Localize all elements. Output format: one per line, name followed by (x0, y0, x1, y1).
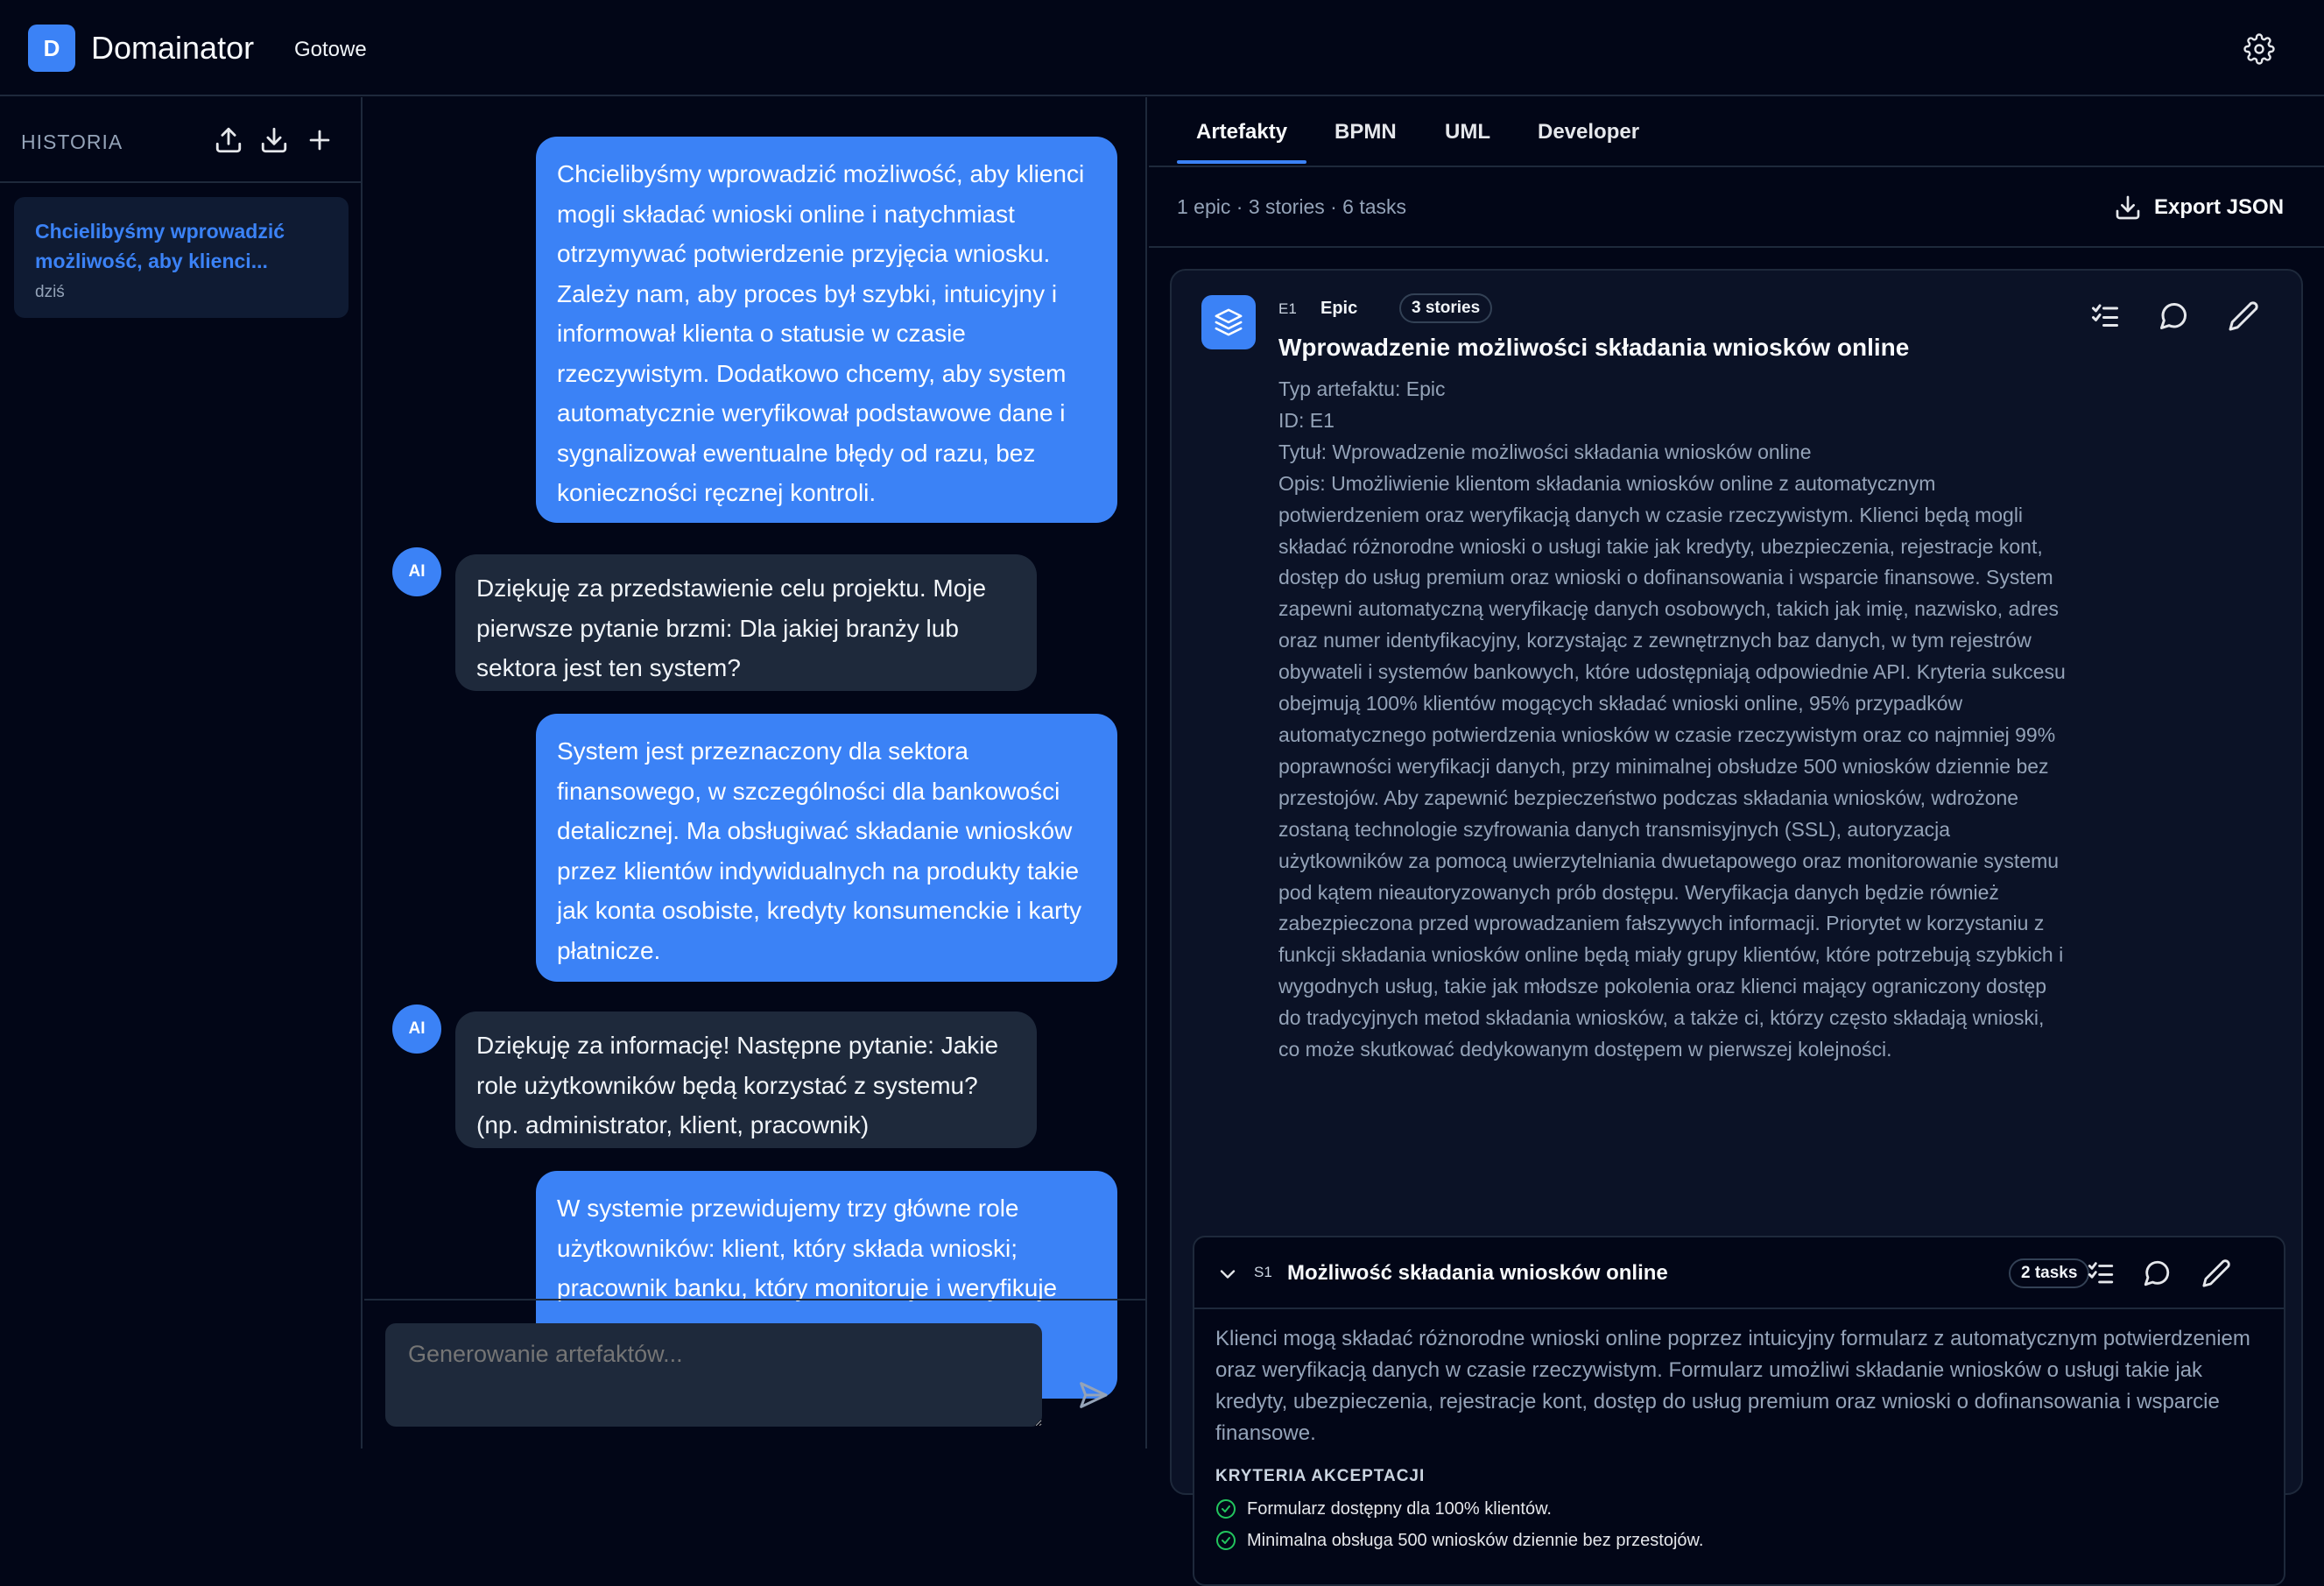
comment-icon[interactable] (2158, 300, 2189, 332)
tab-developer[interactable]: Developer (1538, 120, 1640, 144)
epic-meta-type: Typ artefaktu: Epic (1278, 377, 1446, 400)
download-icon (2114, 194, 2142, 222)
story-card (1193, 1236, 2285, 1586)
ai-message (392, 1001, 1040, 1150)
summary-bar (1149, 167, 2324, 248)
story-description: Klienci mogą składać różnorodne wnioski online poprzez intuicyjny formularz z automatycznym potwierdzeniem oraz weryfikacją danych w czasie rzeczywistym. Formularz umożliwi składanie wniosków o usługi takie jak kredyty, ubezpieczenia, rejestracje kont, dostęp do usług premium oraz wnioski o dofinansowania i wsparcie finansowe. (1215, 1327, 2250, 1445)
history-sidebar (0, 97, 363, 1449)
checklist-icon[interactable] (2089, 300, 2121, 332)
tab-artefakty[interactable]: Artefakty (1196, 120, 1288, 144)
epic-type: Epic (1320, 299, 1358, 318)
history-item-title-line1: Chcielibyśmy wprowadzić (35, 220, 285, 243)
user-message: Chcielibyśmy wprowadzić możliwość, aby klienci mogli składać wnioski online i natychmiast otrzymywać potwierdzenie przyjęcia wniosku. Zależy nam, aby proces był szybki, intuicyjny i informował klienta o statusie w czasie rzeczywistym. Dodatkowo chcemy, aby system automatycznie weryfikował podstawowe dane i sygnalizował ewentualne błędy od razu, bez konieczności ręcznej kontroli. (536, 137, 1117, 523)
export-json-button[interactable] (2114, 190, 2284, 225)
criterion-text: Formularz dostępny dla 100% klientów. (1247, 1498, 1552, 1519)
ai-message (392, 544, 1040, 693)
app-header (0, 0, 2324, 96)
criterion-text: Minimalna obsługa 500 wniosków dziennie bez przestojów. (1247, 1530, 1704, 1550)
sidebar-title: HISTORIA (21, 130, 123, 153)
upload-icon[interactable] (214, 125, 243, 155)
chat-input-area (364, 1299, 1145, 1449)
edit-icon[interactable] (2228, 300, 2259, 332)
chat-input[interactable] (385, 1323, 1042, 1427)
epic-title: Wprowadzenie możliwości składania wniosków online (1278, 334, 1910, 361)
ai-avatar: AI (392, 547, 441, 596)
export-json-label: Export JSON (2154, 195, 2285, 219)
layers-icon (1201, 295, 1256, 349)
check-circle-icon (1215, 1530, 1236, 1551)
user-message: System jest przeznaczony dla sektora finansowego, w szczególności dla bankowości detalicznej. Ma obsługiwać składanie wniosków przez klientów indywidualnych na produkty takie jak konta osobiste, kredyty konsumenckie i karty płatnicze. (536, 714, 1117, 982)
epic-description: Opis: Umożliwienie klientom składania wniosków online z automatycznym potwierdzeniem oraz weryfikacją danych w czasie rzeczywistym. Klienci będą mogli składać różnorodne wnioski o usługi takie jak kredyty, ubezpieczenia, rejestracje kont, dostęp do usług premium oraz wnioski o dofinansowania i wsparcie finansowe. System zapewni automatyczną weryfikację danych osobowych, takich jak imię, nazwisko, adres oraz numer identyfikacyjny, korzystając z zewnętrznych baz danych, w tym rejestrów obywateli i systemów bankowych, które udostępniają odpowiednie API. Kryteria sukcesu obejmują 100% klientów mogących składać wnioski online, 95% przypadków automatycznego potwierdzenia wniosków w czasie rzeczywistym oraz co najmniej 99% poprawności weryfikacji danych, przy minimalnej obsłudze 500 wniosków dziennie bez przestojów. Aby zapewnić bezpieczeństwo podczas składania wniosków, wdrożone zostaną technologie szyfrowania danych transmisyjnych (SSL), autoryzacja użytkowników za pomocą uwierzytelniania dwuetapowego oraz monitorowanie systemu pod kątem nieautoryzowanych prób dostępu. Weryfikacja danych będzie również zabezpieczona przed wprowadzaniem fałszywych informacji. Priorytet w korzystaniu z funkcji składania wniosków online będą miały grupy klientów, które potrzebują szybkich i wygodnych usług, takie jak młodsze pokolenia oraz klienci mający ograniczony dostęp do tradycyjnych metod składania wniosków, a także ci, którzy często składają wnioski, co może skutkować dedykowanym dostępem w pierwszej kolejności. (1278, 471, 2066, 1061)
epic-meta-id: ID: E1 (1278, 408, 1335, 432)
artifact-summary: 1 epic · 3 stories · 6 tasks (1177, 195, 1407, 218)
comment-icon[interactable] (2142, 1258, 2173, 1290)
sidebar-header (0, 97, 361, 183)
send-icon[interactable] (1075, 1378, 1110, 1413)
user-message: W systemie przewidujemy trzy główne role użytkowników: klient, który składa wnioski; pracownik banku, który monitoruje i weryfikuje (536, 1171, 1117, 1399)
checklist-icon[interactable] (2086, 1258, 2117, 1290)
epic-card (1170, 269, 2303, 1550)
app-status: Gotowe (294, 38, 367, 61)
chevron-down-icon[interactable] (1215, 1262, 1240, 1286)
story-title: Możliwość składania wniosków online (1287, 1261, 1668, 1285)
epic-details (1278, 374, 2067, 1066)
ai-message-bubble: Dziękuję za przedstawienie celu projektu. Moje pierwsze pytanie brzmi: Dla jakiej branży lub sektora jest ten system? (455, 554, 1037, 691)
ai-message-bubble: Dziękuję za informację! Następne pytanie: Jakie role użytkowników będą korzystać z systemu? (np. administrator, klient, pracownik) (455, 1012, 1037, 1148)
acceptance-criterion (1215, 1530, 1703, 1551)
ai-avatar: AI (392, 1004, 441, 1054)
active-tab-indicator (1177, 160, 1306, 164)
stories-count-badge: 3 stories (1399, 293, 1492, 323)
logo-letter: D (43, 34, 60, 61)
app-title: Domainator (91, 30, 255, 66)
acceptance-criterion (1215, 1498, 1552, 1519)
edit-icon[interactable] (2201, 1258, 2233, 1290)
artifacts-panel (1149, 97, 2324, 1550)
history-item[interactable] (14, 197, 349, 318)
epic-meta-title: Tytuł: Wprowadzenie możliwości składania wniosków online (1278, 440, 1812, 463)
tasks-count-badge: 2 tasks (2009, 1258, 2089, 1288)
check-circle-icon (1215, 1498, 1236, 1519)
app-logo (28, 25, 75, 72)
epic-id: E1 (1278, 300, 1297, 317)
tab-bpmn[interactable]: BPMN (1335, 120, 1397, 144)
chat-messages[interactable] (364, 97, 1145, 1299)
story-id: S1 (1254, 1264, 1272, 1280)
chat-panel (364, 97, 1147, 1449)
plus-icon[interactable] (305, 125, 335, 155)
history-item-date: dziś (35, 283, 65, 301)
acceptance-criteria-title: KRYTERIA AKCEPTACJI (1215, 1467, 1426, 1485)
download-icon[interactable] (259, 125, 289, 155)
story-header (1194, 1237, 2284, 1309)
tab-bar (1149, 97, 2324, 167)
gear-icon[interactable] (2243, 33, 2275, 65)
history-item-title-line2: możliwość, aby klienci... (35, 250, 268, 272)
tab-uml[interactable]: UML (1445, 120, 1490, 144)
